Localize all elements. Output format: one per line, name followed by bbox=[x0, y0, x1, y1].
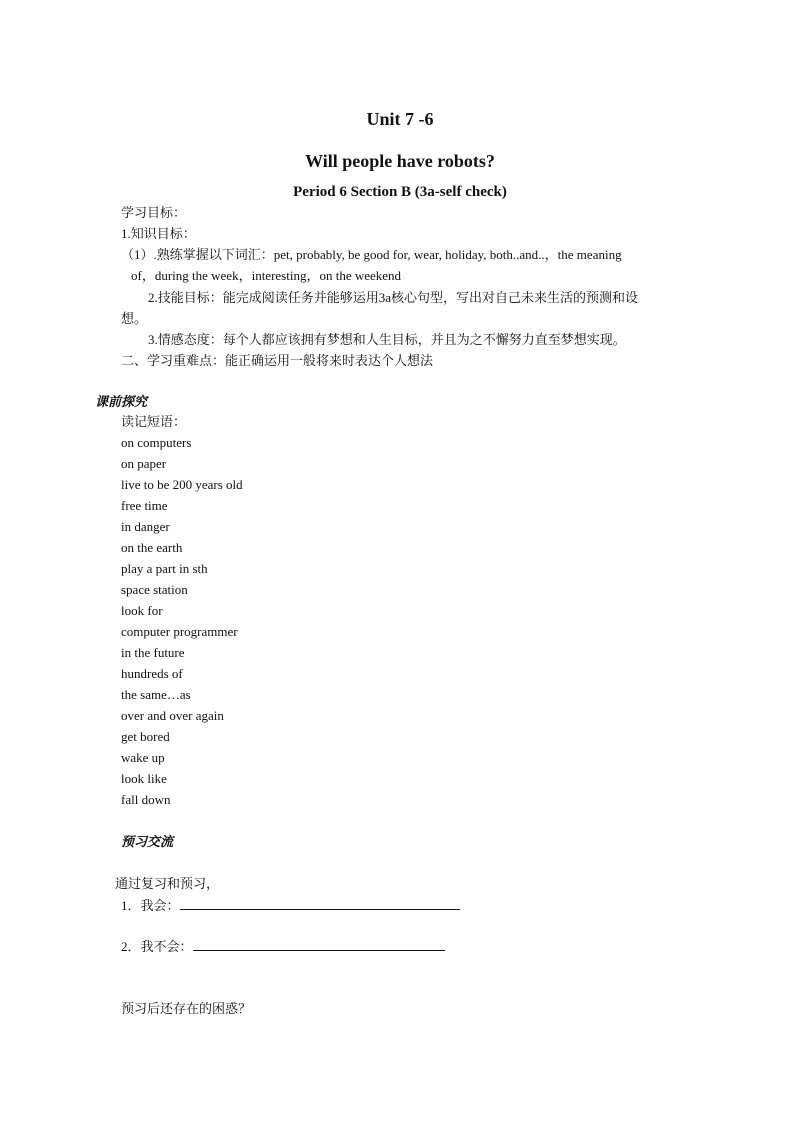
item-dont-know bbox=[121, 938, 445, 955]
phrase-item: in the future bbox=[121, 645, 185, 660]
remaining-question: 预习后还存在的困惑？ bbox=[121, 1001, 252, 1016]
phrase-item: fall down bbox=[121, 792, 171, 807]
exchange-heading: 预习交流 bbox=[121, 834, 174, 849]
vocab-line-1: （1）.熟练掌握以下词汇：pet, probably, be good for, wear, holiday, both..and..，the meaning bbox=[121, 247, 622, 262]
skill-line-2: 想。 bbox=[121, 311, 148, 326]
phrase-item: live to be 200 years old bbox=[121, 477, 243, 492]
phrase-item: the same…as bbox=[121, 687, 191, 702]
phrase-item: free time bbox=[121, 498, 168, 513]
phrase-item: on the earth bbox=[121, 540, 183, 555]
phrase-item: wake up bbox=[121, 750, 165, 765]
skill-line-1: 2.技能目标：能完成阅读任务并能够运用3a核心句型，写出对自己未来生活的预测和设 bbox=[148, 290, 639, 305]
exchange-intro: 通过复习和预习， bbox=[115, 876, 220, 891]
phrase-item: on computers bbox=[121, 435, 192, 450]
attitude-line: 3.情感态度：每个人都应该拥有梦想和人生目标，并且为之不懈努力直至梦想实现。 bbox=[148, 332, 626, 347]
item-know bbox=[121, 897, 460, 914]
phrase-item: get bored bbox=[121, 729, 170, 744]
unit-title: Unit 7 -6 bbox=[366, 109, 434, 129]
item-dont-know-label: 2．我不会： bbox=[121, 939, 193, 954]
phrase-item: look for bbox=[121, 603, 163, 618]
phrase-item: computer programmer bbox=[121, 624, 238, 639]
period-title: Period 6 Section B (3a-self check) bbox=[293, 184, 507, 200]
objectives-heading: 学习目标： bbox=[121, 205, 187, 220]
item-dont-know-blank[interactable] bbox=[193, 938, 445, 951]
lesson-title: Will people have robots? bbox=[305, 151, 495, 171]
phrase-item: space station bbox=[121, 582, 188, 597]
phrase-item: on paper bbox=[121, 456, 167, 471]
phrase-item: look like bbox=[121, 771, 167, 786]
knowledge-heading: 1.知识目标： bbox=[121, 226, 196, 241]
vocab-line-2: of，during the week，interesting，on the weekend bbox=[131, 268, 402, 283]
preview-heading: 课前探究 bbox=[95, 394, 148, 409]
phrases-heading: 读记短语： bbox=[121, 414, 187, 429]
phrase-item: over and over again bbox=[121, 708, 224, 723]
item-know-blank[interactable] bbox=[180, 897, 460, 910]
item-know-label: 1．我会： bbox=[121, 898, 180, 913]
phrase-item: in danger bbox=[121, 519, 170, 534]
phrase-item: hundreds of bbox=[121, 666, 183, 681]
phrase-item: play a part in sth bbox=[121, 561, 208, 576]
key-points: 二、学习重难点：能正确运用一般将来时表达个人想法 bbox=[121, 353, 434, 368]
